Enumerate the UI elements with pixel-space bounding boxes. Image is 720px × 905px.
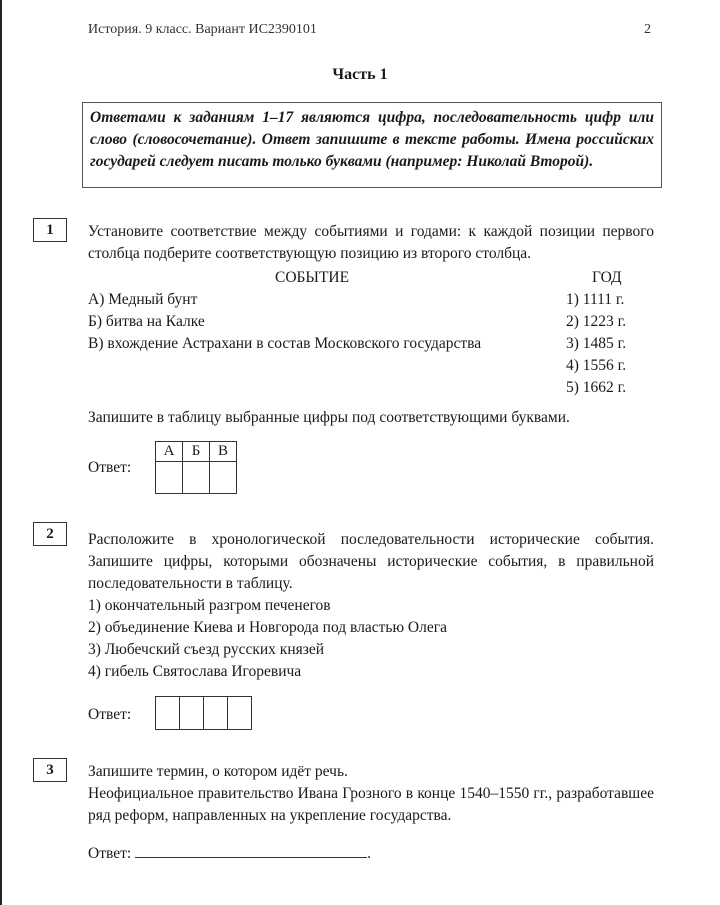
answer-cell-1[interactable] [156, 697, 180, 730]
page-header-title: История. 9 класс. Вариант ИС2390101 [88, 22, 317, 37]
col-header-v: В [210, 442, 237, 462]
answer-label-1: Ответ: [88, 459, 132, 476]
answer-label-3: Ответ: [88, 845, 132, 862]
answer-cell-a[interactable] [156, 462, 183, 494]
col-years-header: ГОД [592, 269, 622, 286]
answer-row-3 [88, 841, 371, 865]
answer-cell-4[interactable] [228, 697, 252, 730]
answer-table-1 [155, 441, 237, 494]
page-edge [0, 0, 2, 905]
col-header-a: А [156, 442, 183, 462]
answer-cell-b[interactable] [183, 462, 210, 494]
task1-table-instruction: Запишите в таблицу выбранные цифры под соответствующими буквами. [88, 409, 570, 426]
col-header-b: Б [183, 442, 210, 462]
event-a: А) Медный бунт [88, 291, 198, 308]
task2-item-1: 1) окончательный разгром печенегов [88, 597, 331, 614]
year-3: 3) 1485 г. [566, 335, 627, 352]
instructions-box: Ответами к заданиям 1–17 являются цифра, последовательность цифр или слово (словосочетание). Ответ запишите в тексте работы. Имена российских государей следует писать только буквами (например: Николай Второй). [82, 102, 662, 188]
answer-table-2 [155, 696, 252, 730]
task3-instruction: Запишите термин, о котором идёт речь. [88, 763, 348, 780]
event-b: Б) битва на Калке [88, 313, 205, 330]
task-number-1: 1 [33, 218, 67, 242]
page-number: 2 [644, 22, 651, 37]
year-4: 4) 1556 г. [566, 357, 627, 374]
answer-input-3[interactable] [135, 841, 367, 858]
task2-text: Расположите в хронологической последовательности исторические события. Запишите цифры, которыми обозначены исторические события, в правильной последовательности в таблицу. [88, 531, 654, 592]
task2-item-2: 2) объединение Киева и Новгорода под властью Олега [88, 619, 447, 636]
year-1: 1) 1111 г. [566, 291, 625, 308]
task-number-2: 2 [33, 522, 67, 546]
year-5: 5) 1662 г. [566, 379, 627, 396]
answer-cell-v[interactable] [210, 462, 237, 494]
task2-item-4: 4) гибель Святослава Игоревича [88, 663, 302, 680]
answer-cell-3[interactable] [204, 697, 228, 730]
col-events-header: СОБЫТИЕ [275, 269, 350, 286]
answer-label-2: Ответ: [88, 706, 132, 723]
event-v: В) вхождение Астрахани в состав Московского государства [88, 335, 482, 352]
answer-cell-2[interactable] [180, 697, 204, 730]
task3-text: Неофициальное правительство Ивана Грозного в конце 1540–1550 гг., разработавшее ряд реформ, направленных на укрепление государства. [88, 785, 654, 824]
task1-text: Установите соответствие между событиями и годами: к каждой позиции первого столбца подберите соответствующую позицию из второго столбца. [88, 223, 654, 262]
year-2: 2) 1223 г. [566, 313, 627, 330]
answer-period: . [367, 845, 372, 862]
task2-item-3: 3) Любечский съезд русских князей [88, 641, 325, 658]
task-number-3: 3 [33, 758, 67, 782]
part-title: Часть 1 [332, 66, 388, 83]
